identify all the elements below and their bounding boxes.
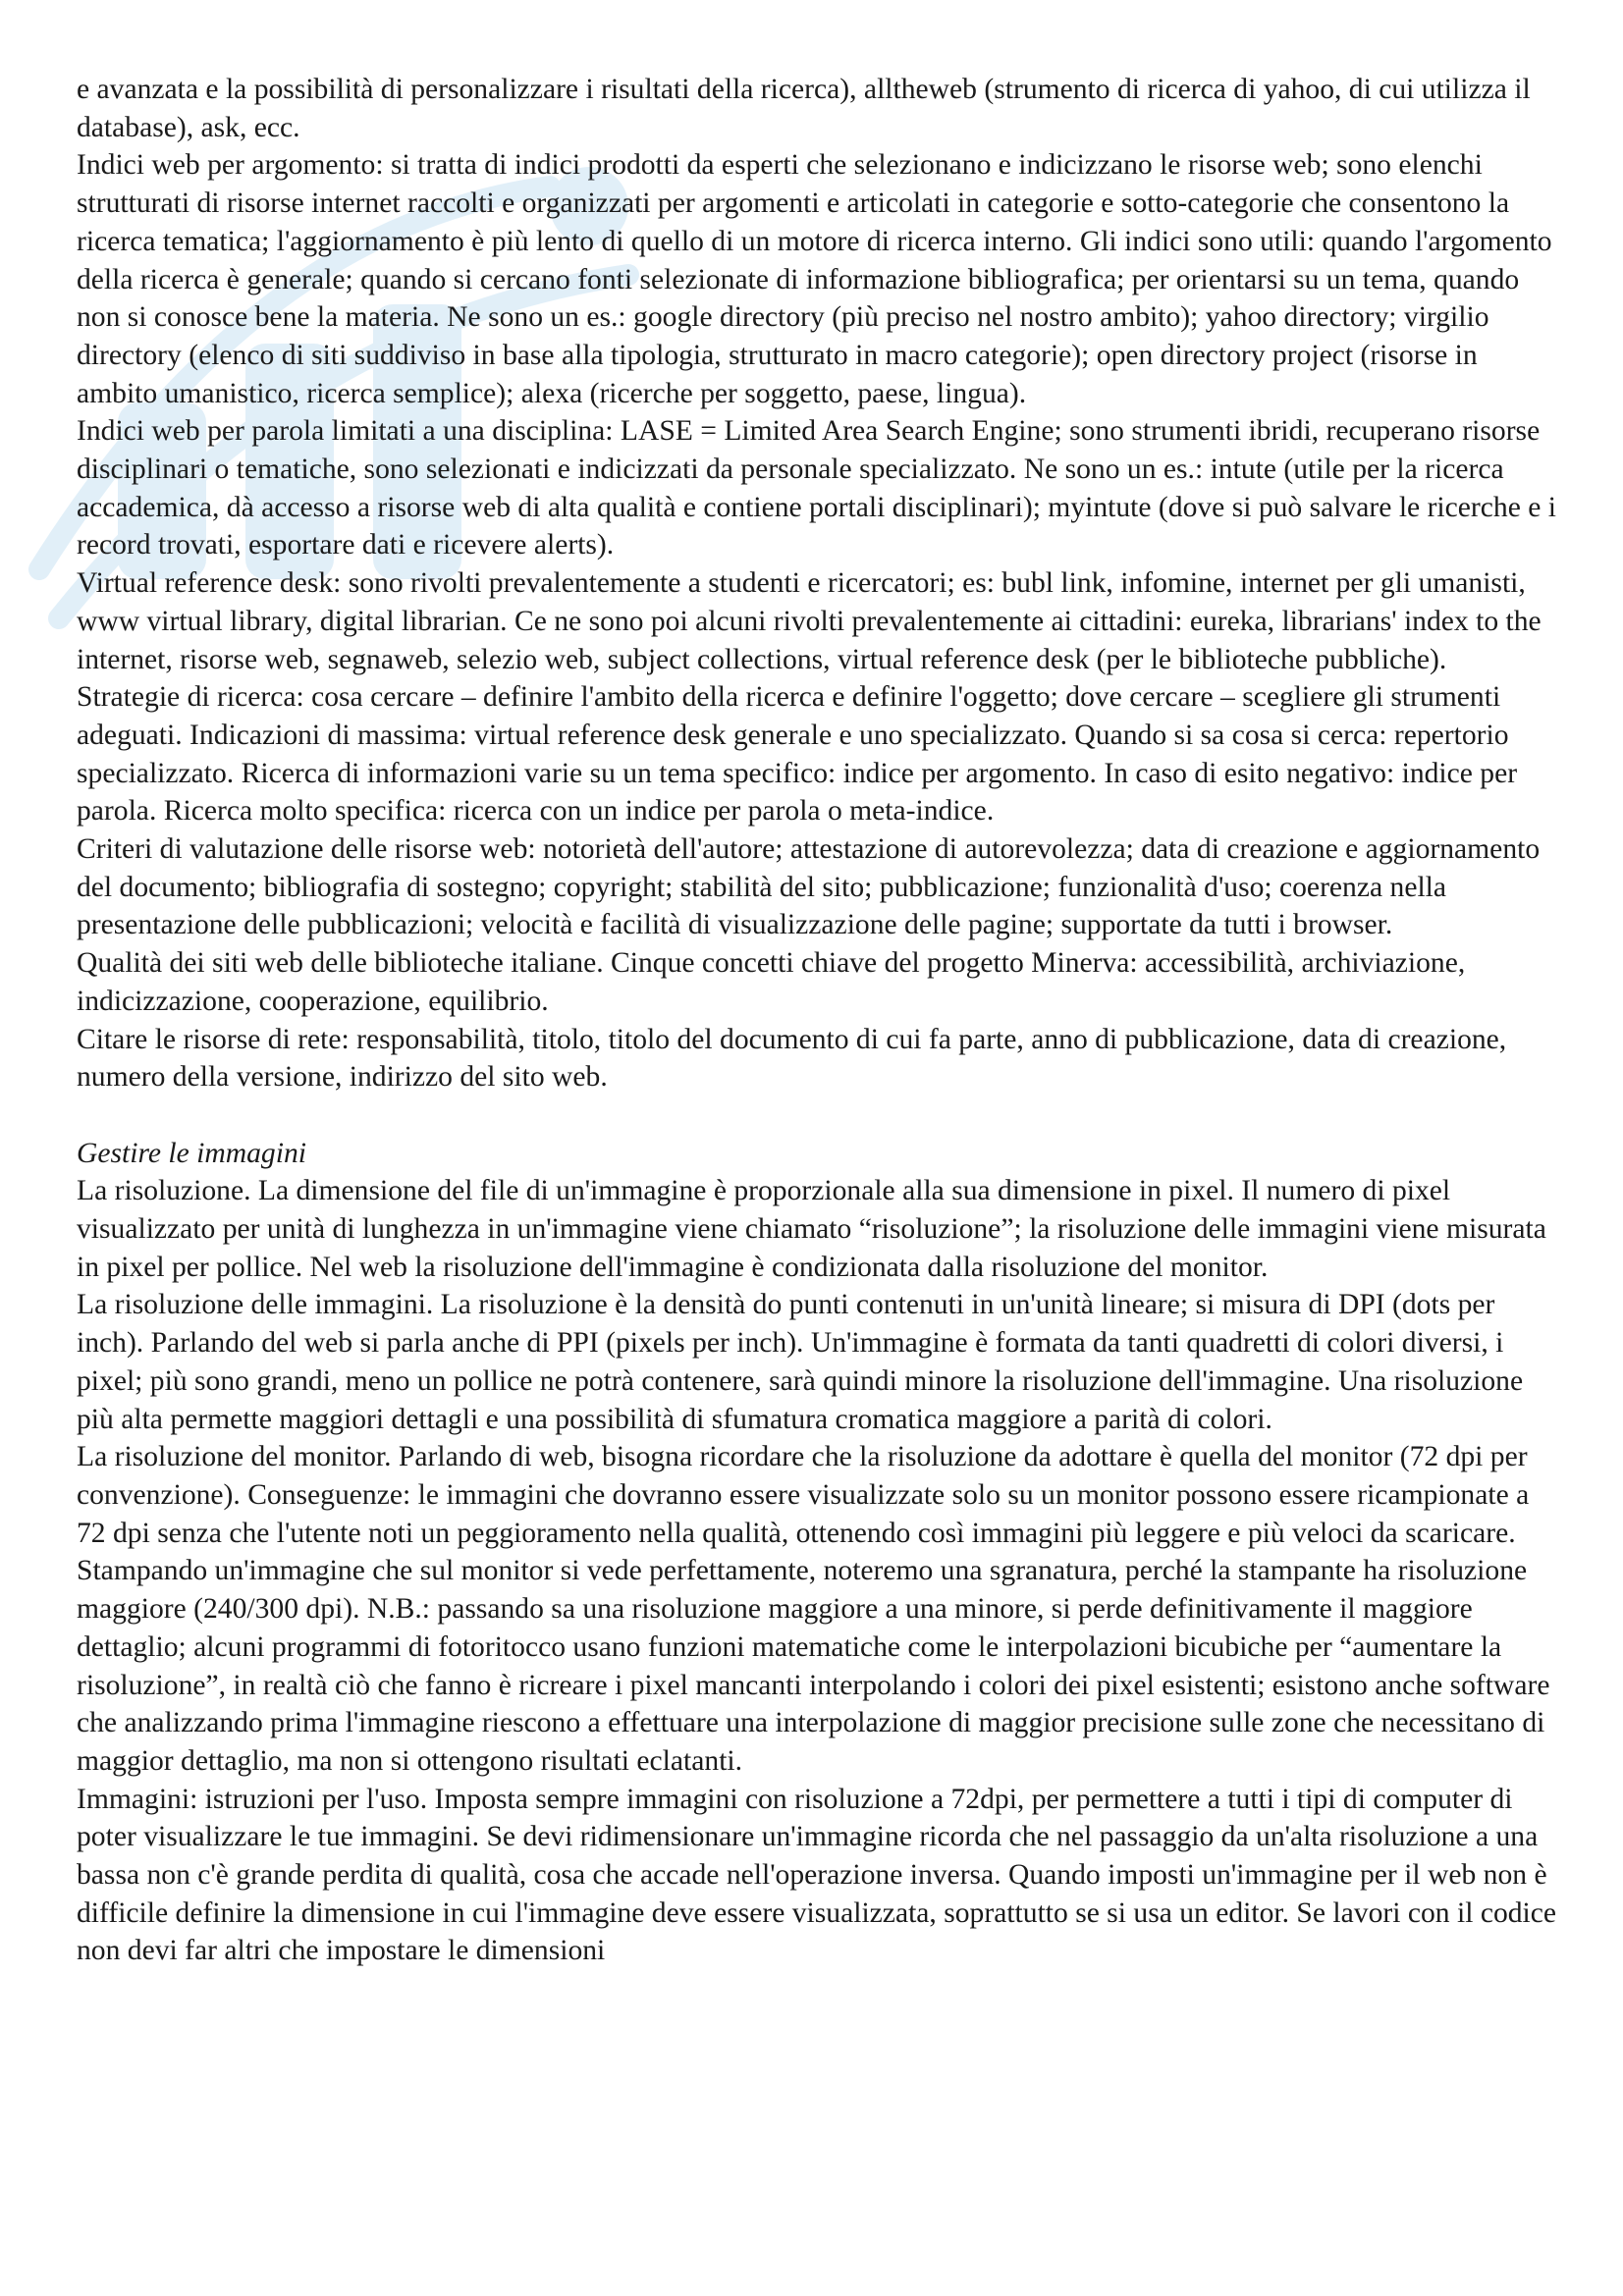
paragraph: Criteri di valutazione delle risorse web: notorietà dell'autore; attestazione di autorevolezza; data di creazione e aggiornamento del documento; bibliografia di sostegno; copyright; stabilità del sito; pubblicazione; funzionalità d'uso; coerenza nella presentazione delle pubblicazioni; velocità e facilità di visualizzazione delle pagine; supportate da tutti i browser.: [77, 833, 1541, 941]
paragraph: Strategie di ricerca: cosa cercare – definire l'ambito della ricerca e definire l'oggetto; dove cercare – scegliere gli strumenti adeguati. Indicazioni di massima: virtual reference desk generale e uno specializzato. Quando si sa cosa si cerca: repertorio specializzato. Ricerca di informazioni varie su un tema specifico: indice per argomento. In caso di esito negativo: indice per parola. Ricerca molto specifica: ricerca con un indice per parola o meta-indice.: [77, 681, 1518, 828]
paragraph: Indici web per parola limitati a una disciplina: LASE = Limited Area Search Engine; sono strumenti ibridi, recuperano risorse disciplinari o tematiche, sono selezionati e indicizzati da personale specializzato. Ne sono un es.: intute (utile per la ricerca accademica, dà accesso a risorse web di alta qualità e contiene portali disciplinari); myintute (dove si può salvare le ricerche e i record trovati, esportare dati e ricevere alerts).: [77, 415, 1556, 561]
paragraph: Indici web per argomento: si tratta di indici prodotti da esperti che selezionano e indicizzano le risorse web; sono elenchi strutturati di risorse internet raccolti e organizzati per argomenti e articolati in categorie e sotto-categorie che consentono la ricerca tematica; l'aggiornamento è più lento di quello di un motore di ricerca interno. Gli indici sono utili: quando l'argomento della ricerca è generale; quando si cercano fonti selezionate di informazione bibliografica; per orientarsi su un tema, quando non si conosce bene la materia. Ne sono un es.: google directory (più preciso nel nostro ambito); yahoo directory; virgilio directory (elenco di siti suddiviso in base alla tipologia, strutturato in macro categorie); open directory project (risorse in ambito umanistico, ricerca semplice); alexa (ricerche per soggetto, paese, lingua).: [77, 149, 1552, 409]
paragraph: Immagini: istruzioni per l'uso. Imposta sempre immagini con risoluzione a 72dpi, per permettere a tutti i tipi di computer di poter visualizzare le tue immagini. Se devi ridimensionare un'immagine ricorda che nel passaggio da un'alta risoluzione a una bassa non c'è grande perdita di qualità, cosa che accade nell'operazione inversa. Quando imposti un'immagine per il web non è difficile definire la dimensione in cui l'immagine deve essere visualizzata, soprattutto se si usa un editor. Se lavori con il codice non devi far altri che impostare le dimensioni: [77, 1783, 1557, 1967]
paragraph: La risoluzione. La dimensione del file di un'immagine è proporzionale alla sua dimensione in pixel. Il numero di pixel visualizzato per unità di lunghezza in un'immagine viene chiamato “risoluzione”; la risoluzione delle immagini viene misurata in pixel per pollice. Nel web la risoluzione dell'immagine è condizionata dalla risoluzione del monitor.: [77, 1175, 1546, 1283]
document-page: [77, 71, 1561, 1970]
section-heading: Gestire le immagini: [77, 1137, 306, 1169]
blank-line: [77, 1096, 1561, 1135]
paragraph: e avanzata e la possibilità di personalizzare i risultati della ricerca), alltheweb (strumento di ricerca di yahoo, di cui utilizza il database), ask, ecc.: [77, 74, 1531, 143]
paragraph: La risoluzione delle immagini. La risoluzione è la densità do punti contenuti in un'unità lineare; si misura di DPI (dots per inch). Parlando del web si parla anche di PPI (pixels per inch). Un'immagine è formata da tanti quadretti di colori diversi, i pixel; più sono grandi, meno un pollice ne potrà contenere, sarà quindi minore la risoluzione dell'immagine. Una risoluzione più alta permette maggiori dettagli e una possibilità di sfumatura cromatica maggiore a parità di colori.: [77, 1289, 1524, 1435]
paragraph: Qualità dei siti web delle biblioteche italiane. Cinque concetti chiave del progetto Minerva: accessibilità, archiviazione, indicizzazione, cooperazione, equilibrio.: [77, 947, 1466, 1017]
paragraph: Virtual reference desk: sono rivolti prevalentemente a studenti e ricercatori; es: bubl link, infomine, internet per gli umanisti, www virtual library, digital librarian. Ce ne sono poi alcuni rivolti prevalentemente ai cittadini: eureka, librarians' index to the internet, risorse web, segnaweb, selezio web, subject collections, virtual reference desk (per le biblioteche pubbliche).: [77, 567, 1542, 675]
paragraph: Citare le risorse di rete: responsabilità, titolo, titolo del documento di cui fa parte, anno di pubblicazione, data di creazione, numero della versione, indirizzo del sito web.: [77, 1023, 1507, 1094]
paragraph: La risoluzione del monitor. Parlando di web, bisogna ricordare che la risoluzione da adottare è quella del monitor (72 dpi per convenzione). Conseguenze: le immagini che dovranno essere visualizzate solo su un monitor possono essere ricampionate a 72 dpi senza che l'utente noti un peggioramento nella qualità, ottenendo così immagini più leggere e più veloci da scaricare. Stampando un'immagine che sul monitor si vede perfettamente, noteremo una sgranatura, perché la stampante ha risoluzione maggiore (240/300 dpi). N.B.: passando sa una risoluzione maggiore a una minore, si perde definitivamente il maggiore dettaglio; alcuni programmi di fotoritocco usano funzioni matematiche come le interpolazioni bicubiche per “aumentare la risoluzione”, in realtà ciò che fanno è ricreare i pixel mancanti interpolando i colori dei pixel esistenti; esistono anche software che analizzando prima l'immagine riescono a effettuare una interpolazione di maggior precisione sulle zone che necessitano di maggior dettaglio, ma non si ottengono risultati eclatanti.: [77, 1441, 1550, 1777]
